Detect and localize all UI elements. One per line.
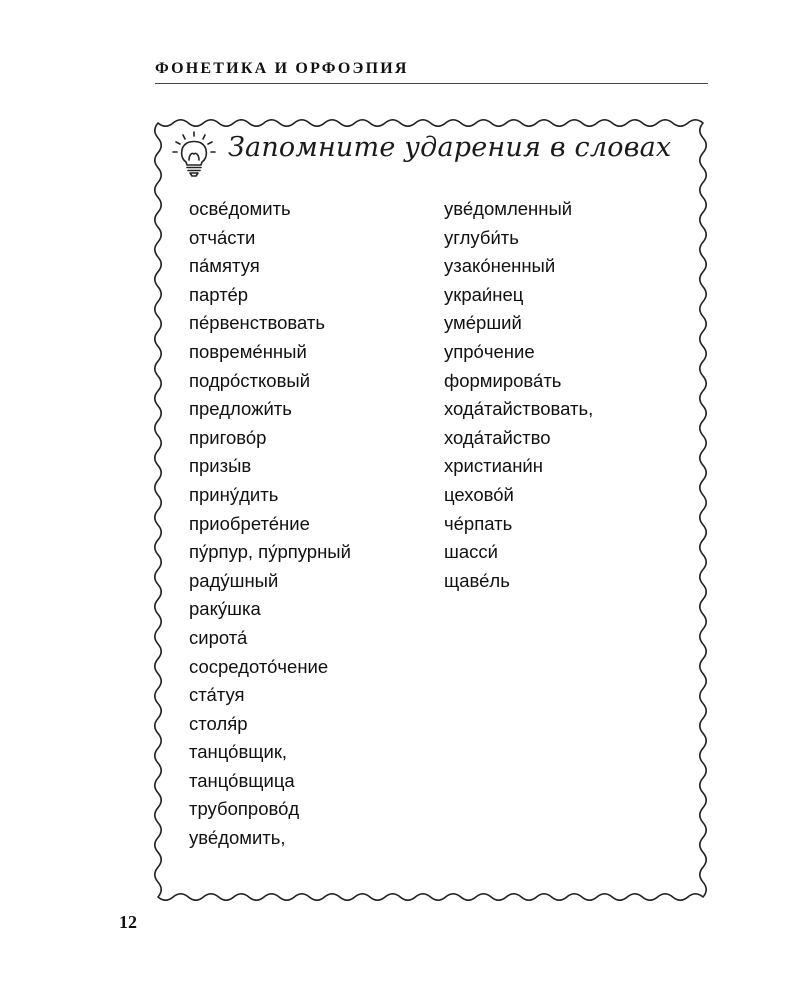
word-item: сосредото́чение	[189, 655, 329, 677]
word-item: пу́рпур, пу́рпурный	[189, 541, 351, 563]
word-item: хода́тайствовать,	[444, 398, 594, 420]
word-item: цехово́й	[444, 483, 514, 505]
word-item: шасси́	[444, 541, 498, 563]
word-item: приобрете́ние	[189, 512, 310, 534]
word-item: столя́р	[189, 712, 248, 734]
word-item: че́рпать	[444, 512, 513, 534]
word-item: уме́рший	[444, 312, 522, 334]
word-item: углуби́ть	[444, 226, 519, 248]
page-number: 12	[119, 912, 137, 932]
word-item: призы́в	[189, 455, 252, 477]
word-item: ста́туя	[189, 684, 245, 706]
word-item: трубопрово́д	[189, 798, 300, 820]
lightbulb-icon	[168, 130, 220, 178]
word-item: отча́сти	[189, 226, 256, 248]
word-item: танцо́вщица	[189, 769, 295, 791]
word-item: повреме́нный	[189, 340, 307, 362]
right-word-column	[444, 195, 593, 595]
word-item: хода́тайство	[444, 426, 551, 448]
word-item: узако́ненный	[444, 255, 556, 277]
word-item: уве́домить,	[189, 827, 286, 849]
word-item: пе́рвенствовать	[189, 312, 325, 334]
word-item: прину́дить	[189, 483, 279, 505]
word-item: подро́стковый	[189, 369, 311, 391]
box-header	[168, 128, 698, 178]
word-item: формирова́ть	[444, 369, 562, 391]
word-item: раду́шный	[189, 569, 279, 591]
word-item: уве́домленный	[444, 198, 573, 219]
word-item: щаве́ль	[444, 569, 510, 591]
box-title: Запомните ударения в словах	[228, 132, 672, 163]
word-item: упро́чение	[444, 340, 535, 362]
word-item: предложи́ть	[189, 398, 292, 420]
word-item: па́мятуя	[189, 255, 260, 277]
word-item: парте́р	[189, 283, 249, 305]
word-item: раку́шка	[189, 598, 261, 620]
word-item: осве́домить	[189, 198, 291, 219]
word-item: танцо́вщик,	[189, 741, 288, 763]
word-item: украи́нец	[444, 283, 524, 305]
word-item: христиани́н	[444, 455, 543, 477]
running-head: ФОНЕТИКА И ОРФОЭПИЯ	[155, 60, 409, 77]
word-item: сирота́	[189, 626, 248, 648]
header-rule	[155, 83, 708, 84]
left-word-column	[189, 195, 351, 853]
word-item: пригово́р	[189, 426, 267, 448]
